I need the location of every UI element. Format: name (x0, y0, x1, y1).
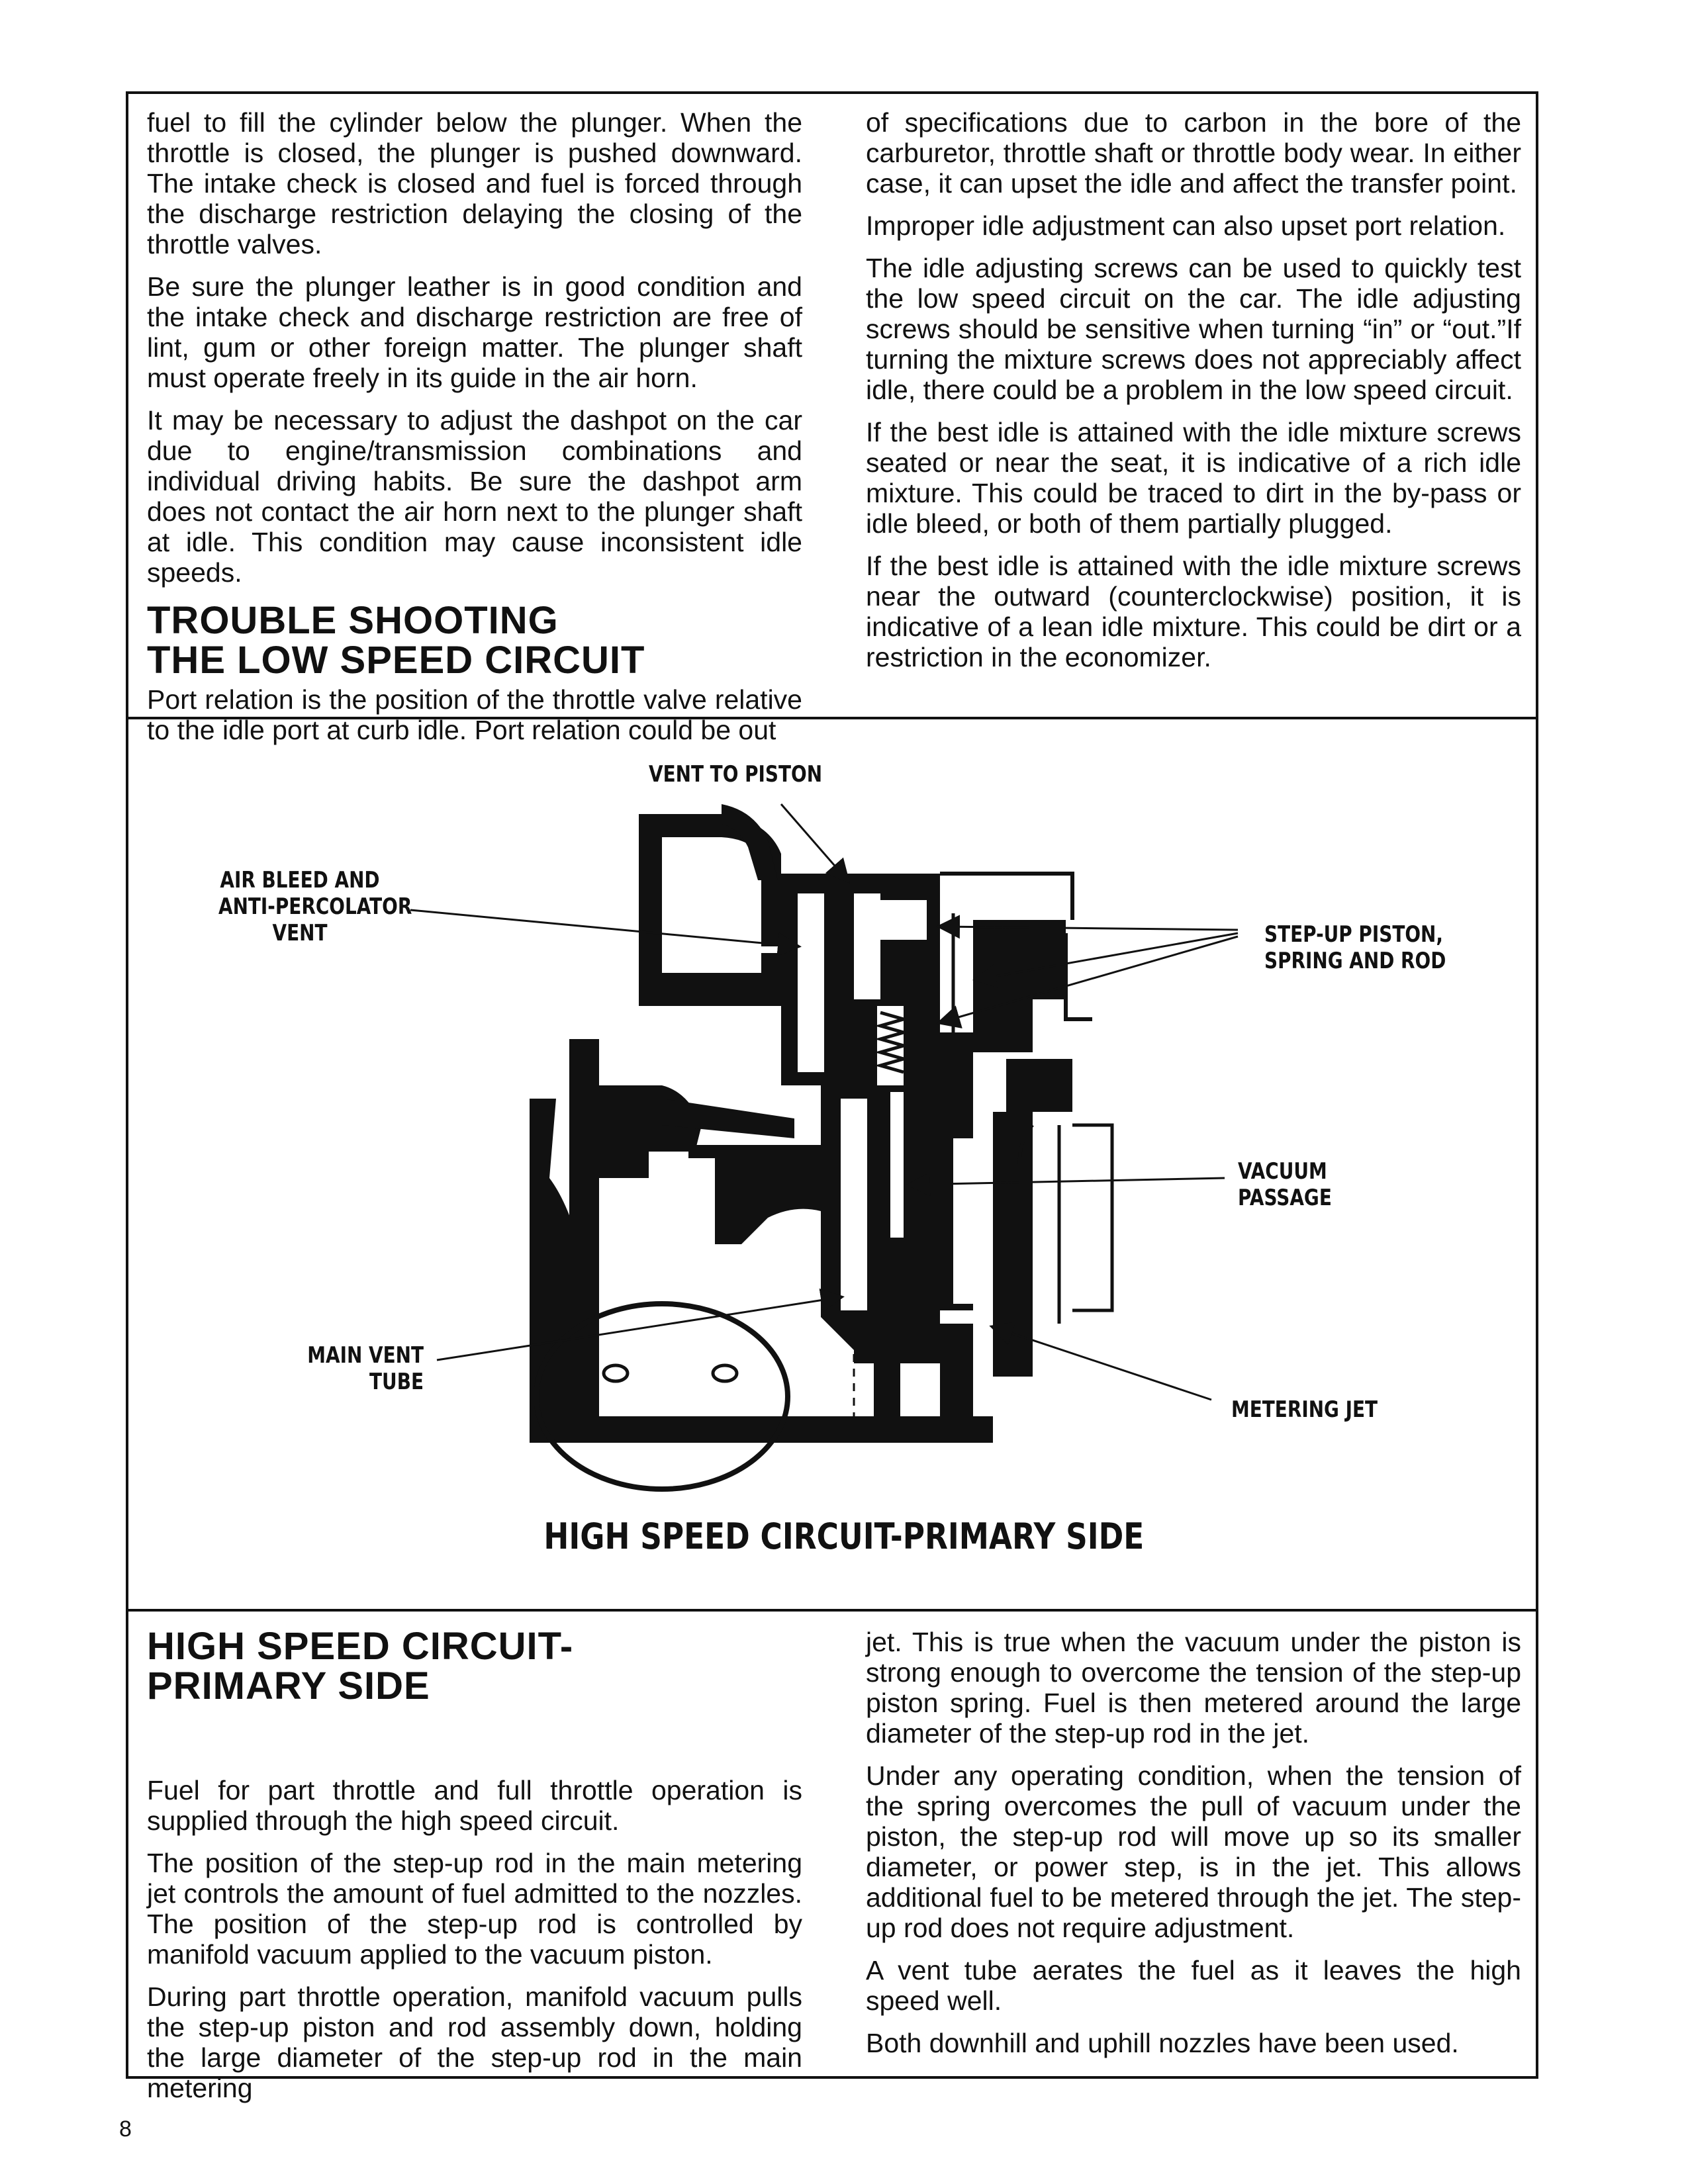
page-number: 8 (119, 2116, 132, 2142)
label-step-up-line2: SPRING AND ROD (1264, 948, 1446, 974)
label-air-bleed-line2: ANTI-PERCOLATOR (218, 893, 412, 920)
figure-caption-text: HIGH SPEED CIRCUIT-PRIMARY SIDE (543, 1516, 1145, 1557)
bottom-right-column (866, 1627, 1521, 2070)
label-air-bleed-line1: AIR BLEED AND (220, 867, 380, 893)
label-metering-jet: METERING JET (1231, 1396, 1378, 1423)
label-vacuum-line2: PASSAGE (1238, 1185, 1332, 1211)
paragraph: Be sure the plunger leather is in good condition and the intake check and discharge restriction are free of lint, gum or other foreign matter. The plunger shaft must operate freely in its guide in the air horn. (147, 271, 802, 393)
paragraph: It may be necessary to adjust the dashpot on the car due to engine/transmission combinations and individual driving habits. Be sure the dashpot arm does not contact the air horn next to the plunger shaft at idle. This condition may cause inconsistent idle speeds. (147, 405, 802, 588)
bottom-heading-line2: PRIMARY SIDE (147, 1664, 430, 1707)
bottom-heading-line1: HIGH SPEED CIRCUIT- (147, 1625, 574, 1668)
paragraph: of specifications due to carbon in the bore of the carburetor, throttle shaft or throttle body wear. In either case, it can upset the idle and affect the transfer point. (866, 107, 1521, 199)
paragraph: fuel to fill the cylinder below the plunger. When the throttle is closed, the plunger is pushed downward. The intake check is closed and fuel is forced through the discharge restriction delaying the closing of the throttle valves. (147, 107, 802, 259)
paragraph: Under any operating condition, when the tension of the spring overcomes the pull of vacuum under the piston, the step-up rod will move up so its smaller diameter, or power step, is in the jet. This allows additional fuel to be metered through the jet. The step-up rod does not require adjustment. (866, 1760, 1521, 1943)
bottom-left-column (147, 1627, 802, 2115)
paragraph: The idle adjusting screws can be used to quickly test the low speed circuit on the car. The idle adjusting screws should be sensitive when turning “in” or “out.”If turning the mixture screws does not appreciably affect idle, there could be a problem in the low speed circuit. (866, 253, 1521, 405)
section-heading-line1: TROUBLE SHOOTING (147, 599, 559, 642)
label-air-bleed (218, 867, 412, 946)
label-main-vent (305, 1342, 424, 1395)
label-main-vent-line2: TUBE (369, 1369, 424, 1395)
paragraph: If the best idle is attained with the idle mixture screws seated or near the seat, it is indicative of a rich idle mixture. This could be traced to dirt in the by-pass or idle bleed, or both of them partially plugged. (866, 417, 1521, 539)
label-step-up-line1: STEP-UP PISTON, (1264, 921, 1443, 948)
paragraph: Port relation is the position of the throttle valve relative to the idle port at curb idle. Port relation could be out (147, 684, 802, 745)
paragraph: If the best idle is attained with the idle mixture screws near the outward (counterclockwise) position, it is indicative of a lean idle mixture. This could be dirt or a restriction in the economizer. (866, 551, 1521, 672)
bottom-heading (147, 1627, 802, 1706)
section-heading-line2: THE LOW SPEED CIRCUIT (147, 639, 645, 682)
paragraph: Fuel for part throttle and full throttle operation is supplied through the high speed circuit. (147, 1775, 802, 1836)
figure-caption (0, 1516, 1688, 1557)
label-step-up (1264, 921, 1446, 974)
label-main-vent-line1: MAIN VENT (307, 1342, 424, 1369)
label-vacuum-line1: VACUUM (1238, 1158, 1327, 1185)
paragraph: The position of the step-up rod in the main metering jet controls the amount of fuel admitted to the nozzles. The position of the step-up rod is controlled by manifold vacuum applied to the vacuum piston. (147, 1848, 802, 1970)
label-air-bleed-line3: VENT (272, 920, 328, 946)
paragraph: During part throttle operation, manifold vacuum pulls the step-up piston and rod assembly down, holding the large diameter of the step-up rod in the main metering (147, 1981, 802, 2103)
paragraph: A vent tube aerates the fuel as it leaves the high speed well. (866, 1955, 1521, 2016)
paragraph: Improper idle adjustment can also upset port relation. (866, 210, 1506, 241)
label-vacuum-passage (1238, 1158, 1332, 1211)
paragraph: jet. This is true when the vacuum under the piston is strong enough to overcome the tension of the step-up piston spring. Fuel is then metered around the large diameter of the step-up rod in the jet. (866, 1627, 1521, 1749)
label-vent-to-piston: VENT TO PISTON (649, 761, 823, 788)
paragraph: Both downhill and uphill nozzles have been used. (866, 2028, 1459, 2058)
